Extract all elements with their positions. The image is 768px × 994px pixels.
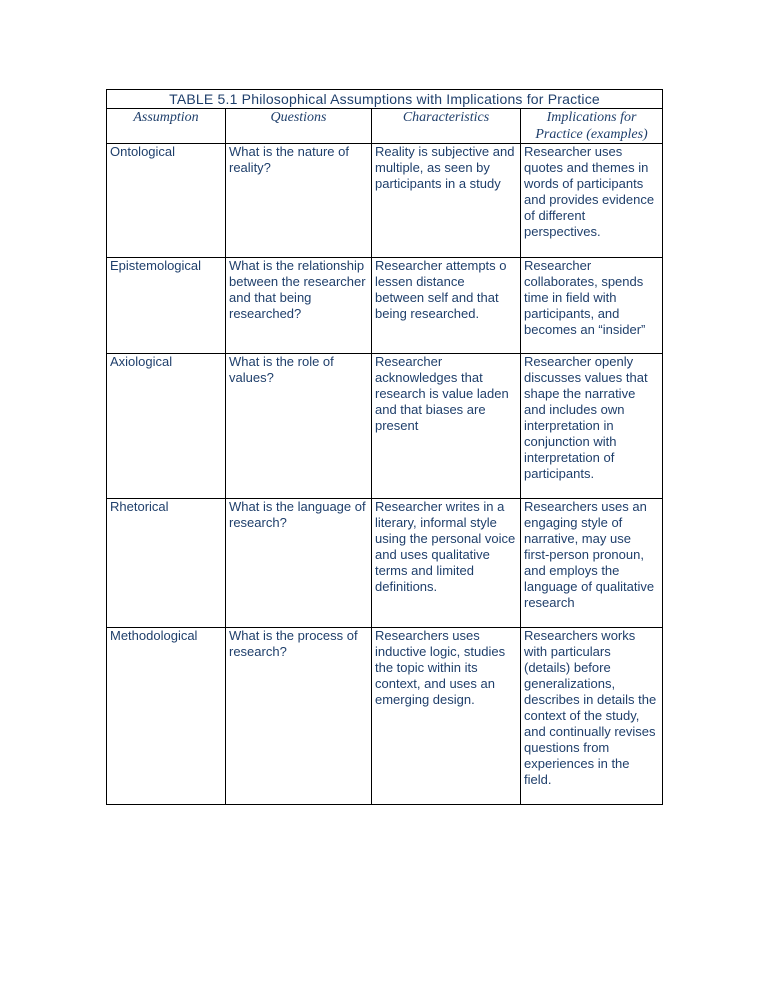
table-row xyxy=(107,258,663,354)
cell-implications: Researcher openly discusses values that shape the narrative and includes own interpretation in conjunction with interpretation of participants. xyxy=(521,354,663,499)
cell-characteristics: Researcher acknowledges that research is value laden and that biases are present xyxy=(372,354,521,499)
header-questions: Questions xyxy=(226,109,372,144)
cell-characteristics: Reality is subjective and multiple, as seen by participants in a study xyxy=(372,144,521,258)
cell-question: What is the relationship between the researcher and that being researched? xyxy=(226,258,372,354)
table-row xyxy=(107,628,663,805)
cell-question: What is the role of values? xyxy=(226,354,372,499)
header-assumption: Assumption xyxy=(107,109,226,144)
cell-implications: Researcher uses quotes and themes in words of participants and provides evidence of different perspectives. xyxy=(521,144,663,258)
cell-question: What is the process of research? xyxy=(226,628,372,805)
cell-question: What is the nature of reality? xyxy=(226,144,372,258)
document-page xyxy=(106,89,662,805)
table-caption: TABLE 5.1 Philosophical Assumptions with Implications for Practice xyxy=(107,90,663,109)
cell-implications: Researchers works with particulars (details) before generalizations, describes in details the context of the study, and continually revises questions from experiences in the field. xyxy=(521,628,663,805)
cell-assumption: Ontological xyxy=(107,144,226,258)
table-row xyxy=(107,144,663,258)
cell-assumption: Axiological xyxy=(107,354,226,499)
cell-implications: Researcher collaborates, spends time in field with participants, and becomes an “insider” xyxy=(521,258,663,354)
table-row xyxy=(107,499,663,628)
header-characteristics: Characteristics xyxy=(372,109,521,144)
table-caption-row xyxy=(107,90,663,109)
philosophical-assumptions-table xyxy=(106,89,663,805)
table-header-row xyxy=(107,109,663,144)
cell-characteristics: Researchers uses inductive logic, studies the topic within its context, and uses an emerging design. xyxy=(372,628,521,805)
cell-assumption: Rhetorical xyxy=(107,499,226,628)
table-row xyxy=(107,354,663,499)
header-implications: Implications for Practice (examples) xyxy=(521,109,663,144)
cell-assumption: Epistemological xyxy=(107,258,226,354)
cell-characteristics: Researcher writes in a literary, informal style using the personal voice and uses qualitative terms and limited definitions. xyxy=(372,499,521,628)
cell-implications: Researchers uses an engaging style of narrative, may use first-person pronoun, and employs the language of qualitative research xyxy=(521,499,663,628)
cell-question: What is the language of research? xyxy=(226,499,372,628)
cell-assumption: Methodological xyxy=(107,628,226,805)
cell-characteristics: Researcher attempts o lessen distance between self and that being researched. xyxy=(372,258,521,354)
